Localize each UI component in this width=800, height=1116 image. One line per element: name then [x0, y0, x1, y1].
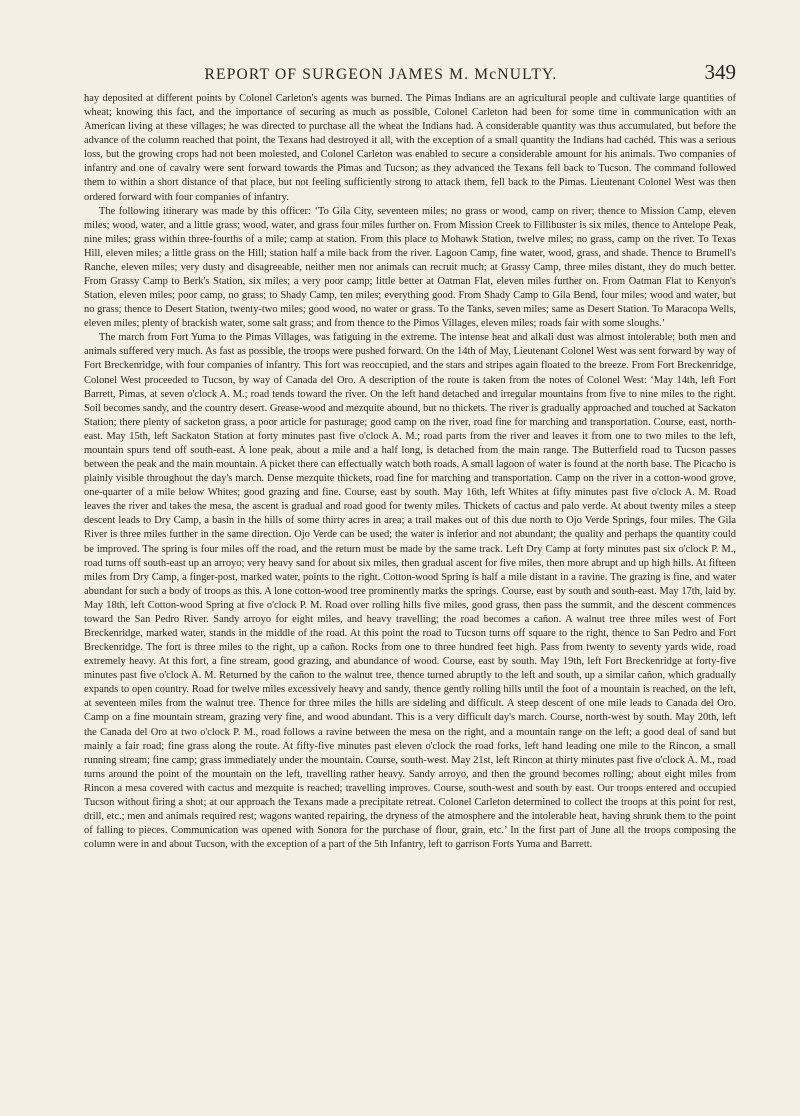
running-head: REPORT OF SURGEON JAMES M. McNULTY.	[204, 66, 558, 83]
paragraph-1: hay deposited at different points by Colonel Carleton's agents was burned. The Pimas Indians are an agricultural people and cultivate large quantities of wheat; knowing this fact, and the importance of securing as much as possible, Colonel Carleton had been for some time in communication with an American living at these villages; he was directed to purchase all the wheat the Indians had. A considerable quantity was thus accumulated, but before the advance of the column reached that point, the Texans had destroyed it all, with the exception of a small quantity the Indians had cachéd. This was a serious loss, but the growing crops had not been molested, and Colonel Carleton was enabled to secure a considerable amount for his animals. Two companies of infantry and one of cavalry were sent forward towards the Pimas and Tucson; as they advanced the Texans fell back to Tucson. The command followed them to within a short distance of that place, but not feeling sufficiently strong to attack them, fell back to the Pimas. Lieutenant Colonel West was then ordered forward with four companies of infantry.	[84, 93, 736, 203]
page-header	[84, 60, 736, 92]
paragraph-3: The march from Fort Yuma to the Pimas Villages, was fatiguing in the extreme. The intense heat and alkali dust was almost intolerable; both men and animals suffered very much. As fast as possible, the troops were pushed forward. On the 14th of May, Lieutenant Colonel West was sent forward by way of Fort Breckenridge, with four companies of infantry. This fort was reoccupied, and the stars and stripes again floated to the breeze. From Fort Breckenridge, Colonel West proceeded to Tucson, by way of Canada del Oro. A description of the route is taken from the notes of Colonel West: ‘May 14th, left Fort Barrett, Pimas, at seven o'clock A. M.; road tends toward the river. On the left hand detached and irregular mountains from five to nine miles to the right. Soil becomes sandy, and the country desert. Grease-wood and mezquite abound, but no thickets. The river is gradually approached and touched at Sackaton Station; there plenty of sacketon grass, a poor article for pasturage; good camp on the river, road fine for marching and transportation. Course, east, north-east. May 15th, left Sackaton Station at forty minutes past five o'clock A. M.; road parts from the river and leaves it from one to two miles to the left, mountain spurs tend off south-east. A lone peak, about a mile and a half long, is detached from the main range. The Butterfield road to Tucson passes between the peak and the main mountain. A picket there can effectually watch both roads. A small lagoon of water is found at the north base. The Picacho is plainly visible throughout the day's march. Dense mezquite thickets, road fine for marching and transportation. Camp on the river in a cotton-wood grove, one-quarter of a mile below Whites; good grazing and fine. Course, east by south. May 16th, left Whites at fifty minutes past five o'clock A. M. Road leaves the river and takes the mesa, the ascent is gradual and road good for twenty miles. Thickets of cactus and palo verde. At about twenty miles a steep descent leads to Dry Camp, a basin in the hills of some thirty acres in area; a trail makes out of this due north to Ojo Verde Springs, four miles. The Gila River is three miles further in the same direction. Ojo Verde can be used; the water is inferior and not abundant; the quality and perhaps the quantity could be improved. The spring is four miles off the road, and the return must be made by the same track. Left Dry Camp at forty minutes past six o'clock P. M., road turns off south-east up an arroyo; very heavy sand for about six miles, then gradual ascent for five miles, then more abrupt and up high hills. At fifteen miles from Dry Camp, a finger-post, marked water, points to the right. Cotton-wood Spring is half a mile distant in a ravine. The grazing is fine, and water abundant for such a body of troops as this. A lone cotton-wood tree prominently marks the springs. Course, east by south and south-east. May 17th, laid by. May 18th, left Cotton-wood Spring at five o'clock P. M. Road over rolling hills five miles, good grass, then pass the summit, and the descent commences toward the San Pedro River. Sandy arroyo for eight miles, and heavy travelling; the road becomes a cañon. A walnut tree three miles west of Fort Breckenridge, marked water, stands in the middle of the road. At this point the road to Tucson turns off square to the right, thence to San Pedro and Fort Breckenridge. The fort is three miles to the right, up a cañon. Rocks from one to three hundred feet high. Pass from twenty to seventy yards wide, road extremely heavy. At this fort, a fine stream, good grazing, and abundance of wood. Course, east by south. May 19th, left Fort Breckenridge at forty-five minutes past five o'clock A. M. Returned by the cañon to the walnut tree, thence turned abruptly to the left and south, up a similar cañon, which gradually expands to open country. Road for twelve miles excessively heavy and sandy, thence gently rolling hills until the foot of a mountain is reached, on the left, at seventeen miles from the walnut tree. Thence for three miles the hills are sideling and difficult. A steep descent of one mile leads to Canada del Oro. Camp on a fine mountain stream, grazing very fine, and wood abundant. This is a very difficult day's march. Course, north-west by south. May 20th, left the Canada del Oro at two o'clock P. M., road follows a ravine between the mesa on the right, and a mountain range on the left; a good deal of sand but mainly a fair road; fine grass along the route. At fifty-five minutes past eleven o'clock the road forks, left hand leading one mile to the Rincon, a small running stream; fine camp; grass immediately under the mountain. Course, south-west. May 21st, left Rincon at thirty minutes past five o'clock A. M., road turns around the point of the mountain on the left, travelling rather heavy. Sandy arroyo, and then the ground becomes rolling; about eight miles from Rincon a mesa covered with cactus and mezquite is reached; travelling improves. Course, south-west and south by east. Our troops entered and occupied Tucson without firing a shot; at our approach the Texans made a precipitate retreat. Colonel Carleton determined to collect the troops at this point for rest, drill, etc.; men and animals required rest; wagons wanted repairing, the dryness of the atmosphere and the intolerable heat, having shrunk them to the point of falling to pieces. Communication was opened with Sonora for the purchase of flour, grain, etc.’ In the first part of June all the troops composing the column were in and about Tucson, with the exception of a part of the 5th Infantry, left to garrison Forts Yuma and Barrett.	[84, 332, 736, 851]
body-text	[84, 92, 736, 852]
paragraph-2: The following itinerary was made by this officer: ‘To Gila City, seventeen miles; no grass or wood, camp on river; thence to Mission Camp, eleven miles; wood, water, and a little grass; wood, water, and grass four miles further on. From Mission Creek to Fillibuster is six miles, thence to Antelope Peak, nine miles; grass within three-fourths of a mile; camp at station. From this place to Mohawk Station, twelve miles; no grass, camp on the river. To Texas Hill, eleven miles; a little grass on the Hill; station half a mile back from the river. Lagoon Camp, fine water, wood, grass, and shade. Thence to Brumell's Ranche, eleven miles; very dusty and disagreeable, neither men nor animals can recruit much; at Grassy Camp, three miles distant, they do much better. From Grassy Camp to Berk's Station, six miles; a very poor camp; little better at Oatman Flat, eleven miles further on. From Oatman Flat to Kenyon's Station, eleven miles; poor camp, no grass; to Shady Camp, ten miles; everything good. From Shady Camp to Gila Bend, four miles; wood and water, but no grass; thence to Desert Station, twenty-two miles; good wood, no water or grass. To the Tanks, seven miles; same as Desert Station. To Maracopa Wells, eleven miles; plenty of brackish water, some salt grass; and from thence to the Pimos Villages, eleven miles; roads fair with some sloughs.’	[84, 205, 736, 330]
page-number: 349	[704, 60, 736, 84]
